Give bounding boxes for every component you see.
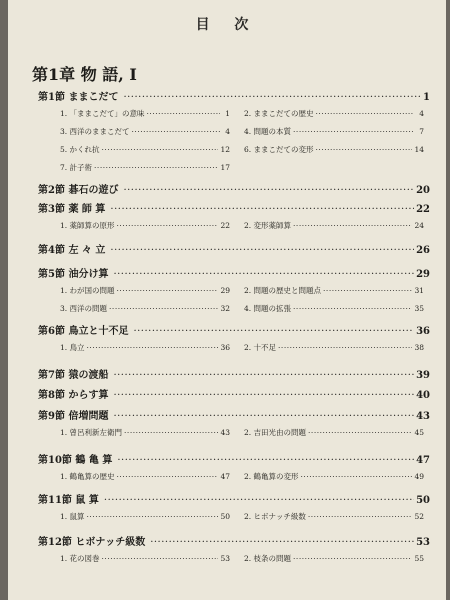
subentry-title: 1. 曾呂利新左衛門 bbox=[60, 428, 123, 437]
leader-dots bbox=[293, 127, 414, 136]
section-title: 第6節 鳥立と十不足 bbox=[38, 326, 129, 337]
leader-dots bbox=[94, 163, 218, 172]
leader-dots bbox=[150, 537, 414, 548]
toc-section-12 bbox=[38, 533, 430, 548]
subentry-title: 2. ヒボナッチ級数 bbox=[244, 512, 306, 521]
section-title: 第10節 鶴 亀 算 bbox=[38, 455, 113, 466]
subentry-title: 2. ままこだての歴史 bbox=[244, 109, 314, 118]
toc-subentry bbox=[244, 471, 424, 482]
toc-subentry bbox=[244, 553, 424, 564]
leader-dots bbox=[102, 554, 219, 563]
subentry-page: 53 bbox=[220, 554, 230, 563]
toc-section-11 bbox=[38, 491, 430, 506]
section-page: 50 bbox=[416, 495, 430, 506]
section-title: 第2節 碁石の遊び bbox=[38, 185, 119, 196]
leader-dots bbox=[147, 109, 220, 118]
leader-dots bbox=[123, 185, 414, 196]
section-page: 47 bbox=[416, 455, 430, 466]
chapter-heading: 第1章 物 語, I bbox=[32, 65, 137, 84]
subentry-page: 1 bbox=[225, 109, 230, 118]
toc-section-4 bbox=[38, 241, 430, 256]
toc-subentry bbox=[60, 303, 230, 314]
subentry-page: 31 bbox=[414, 286, 424, 295]
subentry-title: 2. 鶴亀算の変形 bbox=[244, 472, 299, 481]
subentry-title: 5. かくれ抗 bbox=[60, 145, 100, 154]
leader-dots bbox=[316, 109, 414, 118]
toc-subentry bbox=[244, 303, 424, 314]
toc-section-3 bbox=[38, 200, 430, 215]
subentry-page: 35 bbox=[414, 304, 424, 313]
toc-section-7 bbox=[38, 366, 430, 381]
section-page: 43 bbox=[416, 411, 430, 422]
toc-subentry bbox=[244, 144, 424, 155]
toc-subentry bbox=[244, 511, 424, 522]
section-title: 第3節 薬 師 算 bbox=[38, 204, 106, 215]
subentry-page: 4 bbox=[419, 109, 424, 118]
leader-dots bbox=[293, 304, 412, 313]
subentry-title: 4. 問題の拡張 bbox=[244, 304, 292, 313]
subentry-title: 1. 花の図巻 bbox=[60, 554, 100, 563]
subentry-page: 45 bbox=[414, 428, 424, 437]
leader-dots bbox=[316, 145, 413, 154]
leader-dots bbox=[109, 304, 218, 313]
toc-subentry bbox=[244, 427, 424, 438]
section-title: 第11節 鼠 算 bbox=[38, 495, 99, 506]
subentry-title: 1. 鼠算 bbox=[60, 512, 85, 521]
subentry-page: 7 bbox=[419, 127, 424, 136]
leader-dots bbox=[278, 343, 412, 352]
toc-subentry bbox=[244, 342, 424, 353]
toc-section-5 bbox=[38, 265, 430, 280]
leader-dots bbox=[117, 455, 414, 466]
toc-subentry bbox=[60, 108, 230, 119]
toc-section-1 bbox=[38, 88, 430, 103]
section-page: 20 bbox=[416, 185, 430, 196]
leader-dots bbox=[293, 554, 412, 563]
subentry-page: 32 bbox=[220, 304, 230, 313]
section-page: 1 bbox=[423, 92, 430, 103]
leader-dots bbox=[117, 286, 219, 295]
leader-dots bbox=[308, 428, 412, 437]
leader-dots bbox=[87, 343, 219, 352]
leader-dots bbox=[117, 472, 219, 481]
toc-section-2 bbox=[38, 181, 430, 196]
subentry-title: 1. 鶴亀算の歴史 bbox=[60, 472, 115, 481]
leader-dots bbox=[133, 326, 414, 337]
subentry-page: 52 bbox=[414, 512, 424, 521]
leader-dots bbox=[110, 204, 414, 215]
subentry-title: 3. 西洋の問題 bbox=[60, 304, 108, 313]
section-title: 第8節 からす算 bbox=[38, 390, 109, 401]
book-page bbox=[8, 0, 446, 600]
leader-dots bbox=[113, 370, 414, 381]
toc-section-6 bbox=[38, 322, 430, 337]
subentry-page: 47 bbox=[220, 472, 230, 481]
section-title: 第7節 猿の渡船 bbox=[38, 370, 109, 381]
leader-dots bbox=[308, 512, 413, 521]
toc-subentry bbox=[60, 144, 230, 155]
section-page: 22 bbox=[416, 204, 430, 215]
toc-subentry bbox=[244, 220, 424, 231]
subentry-title: 1. 鳥立 bbox=[60, 343, 85, 352]
section-title: 第9節 倍増問題 bbox=[38, 411, 109, 422]
subentry-title: 7. 計子術 bbox=[60, 163, 93, 172]
leader-dots bbox=[113, 269, 414, 280]
toc-section-8 bbox=[38, 386, 430, 401]
section-title: 第5節 油分け算 bbox=[38, 269, 109, 280]
subentry-title: 1. わが国の問題 bbox=[60, 286, 115, 295]
toc-subentry bbox=[60, 471, 230, 482]
toc-section-10 bbox=[38, 451, 430, 466]
toc-subentry bbox=[60, 126, 230, 137]
leader-dots bbox=[132, 127, 220, 136]
leader-dots bbox=[113, 411, 414, 422]
subentry-page: 49 bbox=[414, 472, 424, 481]
subentry-title: 6. ままこだての変形 bbox=[244, 145, 314, 154]
subentry-page: 50 bbox=[220, 512, 230, 521]
subentry-page: 38 bbox=[414, 343, 424, 352]
subentry-title: 3. 西洋のままこだて bbox=[60, 127, 130, 136]
section-page: 39 bbox=[416, 370, 430, 381]
toc-subentry bbox=[60, 427, 230, 438]
toc-subentry bbox=[244, 285, 424, 296]
section-title: 第12節 ヒボナッチ級数 bbox=[38, 537, 146, 548]
subentry-title: 2. 十不足 bbox=[244, 343, 277, 352]
subentry-page: 24 bbox=[414, 221, 424, 230]
subentry-page: 22 bbox=[220, 221, 230, 230]
subentry-page: 36 bbox=[220, 343, 230, 352]
leader-dots bbox=[123, 92, 420, 103]
subentry-title: 2. 変形薬師算 bbox=[244, 221, 292, 230]
toc-subentry bbox=[60, 162, 230, 173]
toc-subentry bbox=[60, 553, 230, 564]
toc-subentry bbox=[60, 220, 230, 231]
leader-dots bbox=[301, 472, 413, 481]
subentry-page: 55 bbox=[414, 554, 424, 563]
section-title: 第1節 ままこだて bbox=[38, 92, 119, 103]
section-title: 第4節 左 々 立 bbox=[38, 245, 106, 256]
leader-dots bbox=[87, 512, 219, 521]
leader-dots bbox=[110, 245, 414, 256]
section-page: 40 bbox=[416, 390, 430, 401]
toc-subentry bbox=[244, 108, 424, 119]
subentry-page: 43 bbox=[220, 428, 230, 437]
toc-subentry bbox=[244, 126, 424, 137]
leader-dots bbox=[124, 428, 218, 437]
subentry-page: 12 bbox=[220, 145, 230, 154]
section-page: 53 bbox=[416, 537, 430, 548]
leader-dots bbox=[117, 221, 219, 230]
subentry-page: 29 bbox=[220, 286, 230, 295]
leader-dots bbox=[113, 390, 414, 401]
subentry-title: 2. 問題の歴史と問題点 bbox=[244, 286, 322, 295]
leader-dots bbox=[323, 286, 412, 295]
subentry-title: 1. 「ままこだて」の意味 bbox=[60, 109, 145, 118]
subentry-page: 4 bbox=[225, 127, 230, 136]
toc-section-9 bbox=[38, 407, 430, 422]
subentry-title: 2. 吉田光由の問題 bbox=[244, 428, 307, 437]
toc-subentry bbox=[60, 342, 230, 353]
subentry-page: 14 bbox=[414, 145, 424, 154]
subentry-title: 2. 枝条の問題 bbox=[244, 554, 292, 563]
toc-subentry bbox=[60, 511, 230, 522]
subentry-page: 17 bbox=[220, 163, 230, 172]
subentry-title: 4. 問題の本質 bbox=[244, 127, 292, 136]
toc-subentry bbox=[60, 285, 230, 296]
leader-dots bbox=[293, 221, 412, 230]
leader-dots bbox=[102, 145, 219, 154]
section-page: 29 bbox=[416, 269, 430, 280]
page-title: 目 次 bbox=[195, 17, 259, 33]
leader-dots bbox=[104, 495, 414, 506]
section-page: 26 bbox=[416, 245, 430, 256]
subentry-title: 1. 薬師算の原形 bbox=[60, 221, 115, 230]
section-page: 36 bbox=[416, 326, 430, 337]
